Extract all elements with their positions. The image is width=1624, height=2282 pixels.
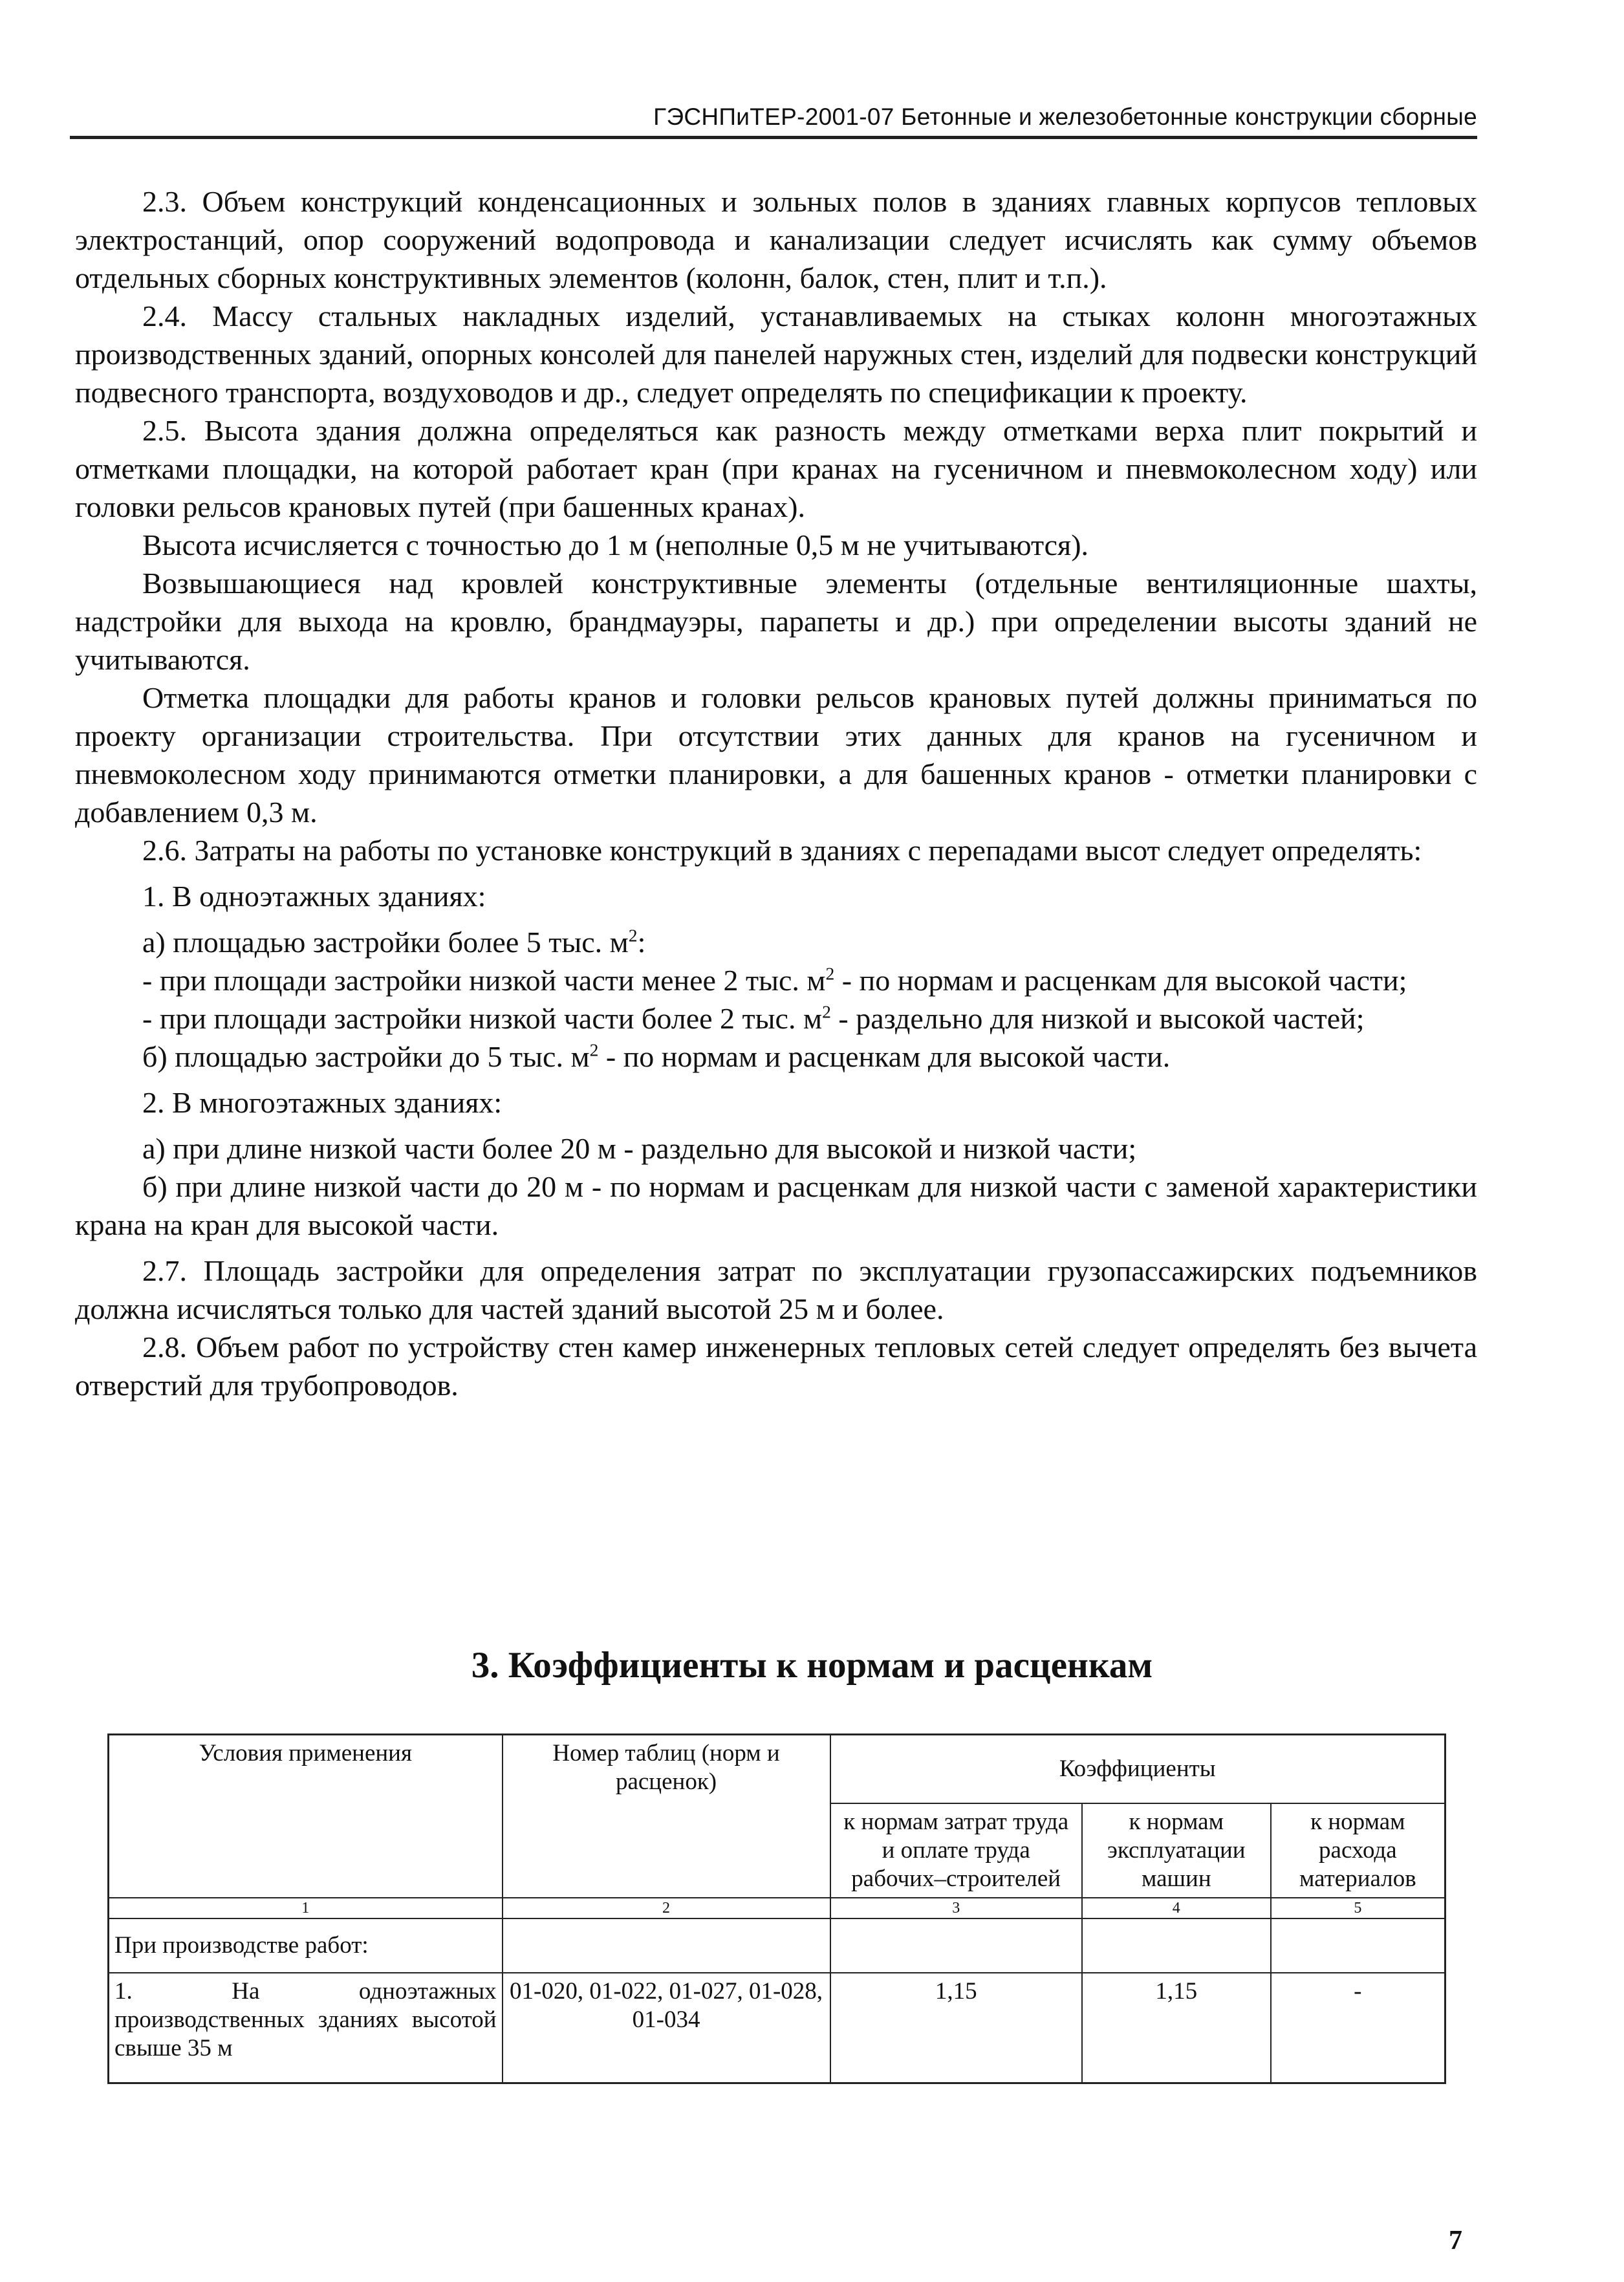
page-number: 7 <box>1449 2226 1462 2255</box>
row-materials-coef: - <box>1271 1973 1445 2083</box>
column-number: 3 <box>830 1898 1082 1918</box>
item-b-area-up-to-5: б) площадью застройки до 5 тыс. $м^2$ - по нормам и расценкам для высокой части. <box>142 1039 1171 1073</box>
running-header: ГЭСНПиТЕР-2001-07 Бетонные и железобетонные конструкции сборные <box>70 103 1477 139</box>
item-multi-storey: 2. В многоэтажных зданиях: <box>142 1086 503 1119</box>
paragraph-height-precision: Высота исчисляется с точностью до 1 м (неполные 0,5 м не учитываются). <box>142 528 1089 561</box>
header-machines: к нормам эксплуатации машин <box>1082 1803 1271 1898</box>
coefficients-table <box>107 1733 1446 2084</box>
table-header-row <box>109 1735 1445 1804</box>
paragraph-elevated-elements: Возвышающиеся над кровлей конструктивные элементы (отдельные вентиляционные шахты, надстройки для выхода на кровлю, брандмауэры, парапеты и др.) при определении высоты зданий не учитываются. <box>75 567 1477 676</box>
header-conditions: Условия применения <box>109 1735 503 1898</box>
column-number: 1 <box>109 1898 503 1918</box>
document-body <box>75 182 1477 1404</box>
header-labor: к нормам затрат труда и оплате труда рабочих–строителей <box>830 1803 1082 1898</box>
row-condition: 1. На одноэтажных производственных зданиях высотой свыше 35 м <box>109 1973 503 2083</box>
column-number: 2 <box>503 1898 830 1918</box>
header-table-numbers: Номер таблиц (норм и расценок) <box>503 1735 830 1898</box>
table-row <box>109 1973 1445 2083</box>
table-group-row <box>109 1918 1445 1973</box>
item-a-length-over-20: а) при длине низкой части более 20 м - раздельно для высокой и низкой части; <box>142 1132 1137 1165</box>
row-table-numbers: 01-020, 01-022, 01-027, 01-028, 01-034 <box>503 1973 830 2083</box>
item-b-length-up-to-20: б) при длине низкой части до 20 м - по нормам и расценкам для низкой части с заменой характеристики крана на кран для высокой части. <box>75 1170 1477 1241</box>
paragraph-2-8: 2.8. Объем работ по устройству стен камер инженерных тепловых сетей следует определять без вычета отверстий для трубопроводов. <box>75 1331 1477 1402</box>
column-number: 4 <box>1082 1898 1271 1918</box>
item-single-storey: 1. В одноэтажных зданиях: <box>142 880 486 913</box>
paragraph-2-6: 2.6. Затраты на работы по установке конструкций в зданиях с перепадами высот следует определять: <box>142 834 1422 867</box>
row-labor-coef: 1,15 <box>830 1973 1082 2083</box>
paragraph-2-4: 2.4. Массу стальных накладных изделий, устанавливаемых на стыках колонн многоэтажных производственных зданий, опорных консолей для панелей наружных стен, изделий для подвески конструкций подвесного транспорта, воздуховодов и др., следует определять по спецификации к проекту. <box>75 299 1477 409</box>
section-title: 3. Коэффициенты к нормам и расценкам <box>471 1645 1153 1686</box>
paragraph-2-5: 2.5. Высота здания должна определяться как разность между отметками верха плит покрытий и отметками площадки, на которой работает кран (при кранах на гусеничном и пневмоколесном ходу) или головки рельсов крановых путей (при башенных кранах). <box>75 414 1477 523</box>
column-number: 5 <box>1271 1898 1445 1918</box>
item-dash-less-2: - при площади застройки низкой части менее 2 тыс. $м^2$ - по нормам и расценкам для высокой части; <box>142 963 1407 997</box>
paragraph-2-3: 2.3. Объем конструкций конденсационных и зольных полов в зданиях главных корпусов тепловых электростанций, опор сооружений водопровода и канализации следует исчислять как сумму объемов отдельных сборных конструктивных элементов (колонн, балок, стен, плит и т.п.). <box>75 185 1477 294</box>
header-materials: к нормам расхода материалов <box>1271 1803 1445 1898</box>
header-coefficients: Коэффициенты <box>830 1735 1445 1804</box>
item-a-area-over-5: а) площадью застройки более 5 тыс. $м^2$: <box>142 925 646 959</box>
paragraph-2-7: 2.7. Площадь застройки для определения затрат по эксплуатации грузопассажирских подъемников должна исчисляться только для частей зданий высотой 25 м и более. <box>75 1254 1477 1325</box>
item-dash-more-2: - при площади застройки низкой части более 2 тыс. $м^2$ - раздельно для низкой и высокой частей; <box>142 1001 1365 1035</box>
paragraph-platform-mark: Отметка площадки для работы кранов и головки рельсов крановых путей должны приниматься по проекту организации строительства. При отсутствии этих данных для кранов на гусеничном и пневмоколесном ходу принимаются отметки планировки, а для башенных кранов - отметки планировки с добавлением 0,3 м. <box>75 681 1477 829</box>
row-machines-coef: 1,15 <box>1082 1973 1271 2083</box>
column-numbers-row <box>109 1898 1445 1918</box>
group-label: При производстве работ: <box>109 1918 503 1973</box>
